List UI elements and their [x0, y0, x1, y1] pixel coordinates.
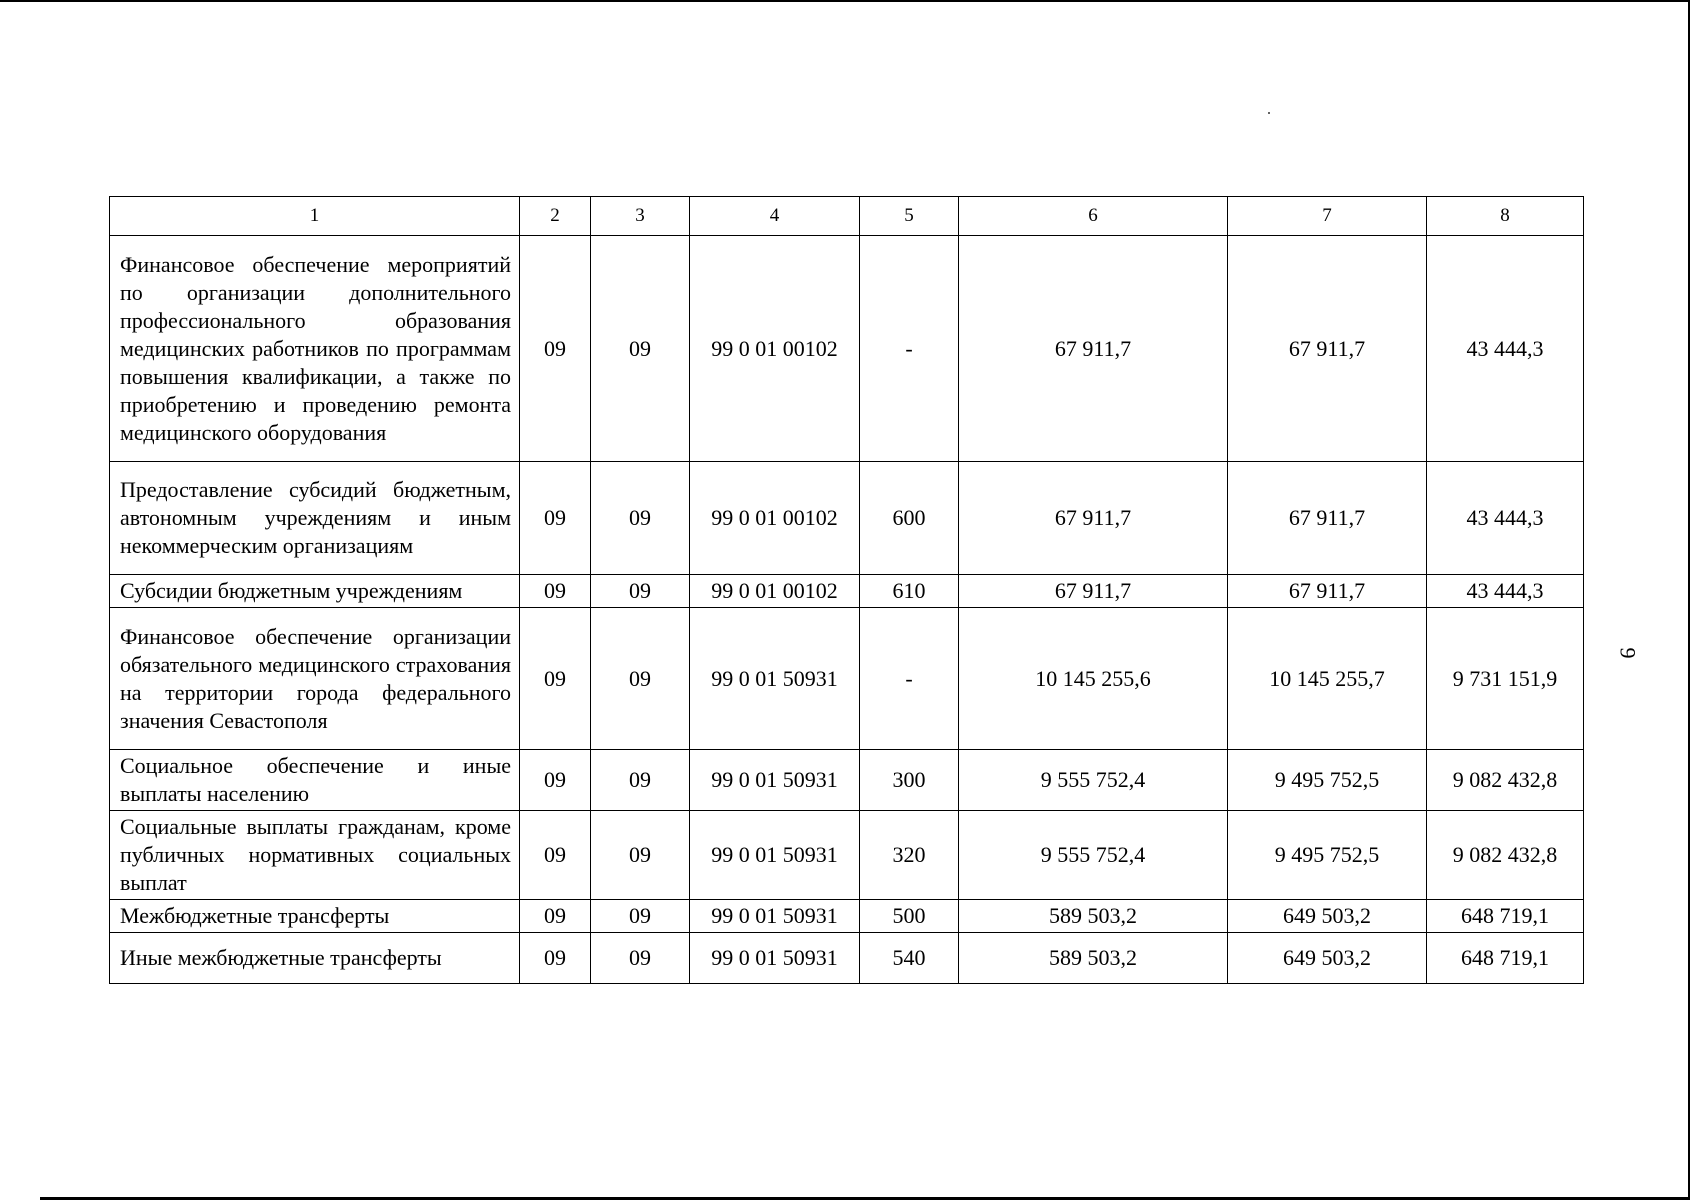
row-description: Предоставление субсидий бюджетным, автономным учреждениям и иным некоммерческим организациям [110, 462, 520, 575]
row-cell-7: 649 503,2 [1228, 933, 1427, 984]
row-cell-4: 99 0 01 50931 [690, 811, 860, 900]
row-cell-5: - [860, 236, 959, 462]
table-header-row [110, 197, 1584, 236]
row-cell-4: 99 0 01 50931 [690, 900, 860, 933]
row-cell-5: 600 [860, 462, 959, 575]
header-cell-2: 2 [520, 197, 591, 236]
row-cell-7: 649 503,2 [1228, 900, 1427, 933]
row-cell-4: 99 0 01 50931 [690, 933, 860, 984]
row-cell-2: 09 [520, 462, 591, 575]
row-cell-3: 09 [591, 933, 690, 984]
row-description: Межбюджетные трансферты [110, 900, 520, 933]
row-cell-4: 99 0 01 00102 [690, 236, 860, 462]
row-cell-8: 648 719,1 [1427, 900, 1584, 933]
row-cell-5: 320 [860, 811, 959, 900]
row-cell-6: 67 911,7 [959, 462, 1228, 575]
row-cell-3: 09 [591, 575, 690, 608]
row-cell-7: 67 911,7 [1228, 236, 1427, 462]
table-row [110, 811, 1584, 900]
row-cell-4: 99 0 01 00102 [690, 575, 860, 608]
row-cell-2: 09 [520, 236, 591, 462]
row-cell-5: 540 [860, 933, 959, 984]
header-cell-5: 5 [860, 197, 959, 236]
table-row [110, 750, 1584, 811]
header-cell-1: 1 [110, 197, 520, 236]
row-description: Финансовое обеспечение мероприятий по организации дополнительного профессионального образования медицинских работников по программам повышения квалификации, а также по приобретению и проведению ремонта медицинского оборудования [110, 236, 520, 462]
row-cell-4: 99 0 01 50931 [690, 608, 860, 750]
row-cell-8: 43 444,3 [1427, 462, 1584, 575]
row-cell-5: - [860, 608, 959, 750]
row-cell-8: 648 719,1 [1427, 933, 1584, 984]
row-cell-6: 589 503,2 [959, 900, 1228, 933]
row-cell-6: 67 911,7 [959, 236, 1228, 462]
row-cell-7: 10 145 255,7 [1228, 608, 1427, 750]
row-cell-5: 300 [860, 750, 959, 811]
row-cell-5: 500 [860, 900, 959, 933]
row-cell-3: 09 [591, 750, 690, 811]
row-cell-8: 43 444,3 [1427, 236, 1584, 462]
scan-speck [1268, 112, 1270, 114]
row-cell-7: 67 911,7 [1228, 575, 1427, 608]
row-cell-7: 9 495 752,5 [1228, 750, 1427, 811]
row-cell-2: 09 [520, 933, 591, 984]
table-row [110, 462, 1584, 575]
row-cell-8: 9 082 432,8 [1427, 811, 1584, 900]
table-row [110, 933, 1584, 984]
row-cell-8: 9 731 151,9 [1427, 608, 1584, 750]
row-description: Финансовое обеспечение организации обязательного медицинского страхования на территории города федерального значения Севастополя [110, 608, 520, 750]
page-number: 9 [1615, 647, 1641, 659]
row-cell-2: 09 [520, 608, 591, 750]
row-cell-8: 9 082 432,8 [1427, 750, 1584, 811]
header-cell-8: 8 [1427, 197, 1584, 236]
table-row [110, 608, 1584, 750]
row-cell-2: 09 [520, 750, 591, 811]
row-cell-8: 43 444,3 [1427, 575, 1584, 608]
row-cell-7: 9 495 752,5 [1228, 811, 1427, 900]
row-cell-6: 10 145 255,6 [959, 608, 1228, 750]
row-cell-4: 99 0 01 50931 [690, 750, 860, 811]
table-row [110, 575, 1584, 608]
row-cell-2: 09 [520, 900, 591, 933]
header-cell-3: 3 [591, 197, 690, 236]
row-cell-6: 9 555 752,4 [959, 811, 1228, 900]
header-cell-6: 6 [959, 197, 1228, 236]
page-border-top [0, 0, 1690, 2]
row-cell-5: 610 [860, 575, 959, 608]
header-cell-4: 4 [690, 197, 860, 236]
header-cell-7: 7 [1228, 197, 1427, 236]
row-cell-6: 9 555 752,4 [959, 750, 1228, 811]
row-description: Социальные выплаты гражданам, кроме публичных нормативных социальных выплат [110, 811, 520, 900]
row-cell-4: 99 0 01 00102 [690, 462, 860, 575]
table-row [110, 236, 1584, 462]
row-description: Иные межбюджетные трансферты [110, 933, 520, 984]
table-row [110, 900, 1584, 933]
row-description: Субсидии бюджетным учреждениям [110, 575, 520, 608]
row-cell-6: 67 911,7 [959, 575, 1228, 608]
budget-table [109, 196, 1584, 984]
row-description: Социальное обеспечение и иные выплаты населению [110, 750, 520, 811]
row-cell-2: 09 [520, 811, 591, 900]
row-cell-3: 09 [591, 462, 690, 575]
row-cell-3: 09 [591, 811, 690, 900]
row-cell-7: 67 911,7 [1228, 462, 1427, 575]
row-cell-3: 09 [591, 608, 690, 750]
row-cell-3: 09 [591, 236, 690, 462]
row-cell-3: 09 [591, 900, 690, 933]
row-cell-2: 09 [520, 575, 591, 608]
row-cell-6: 589 503,2 [959, 933, 1228, 984]
